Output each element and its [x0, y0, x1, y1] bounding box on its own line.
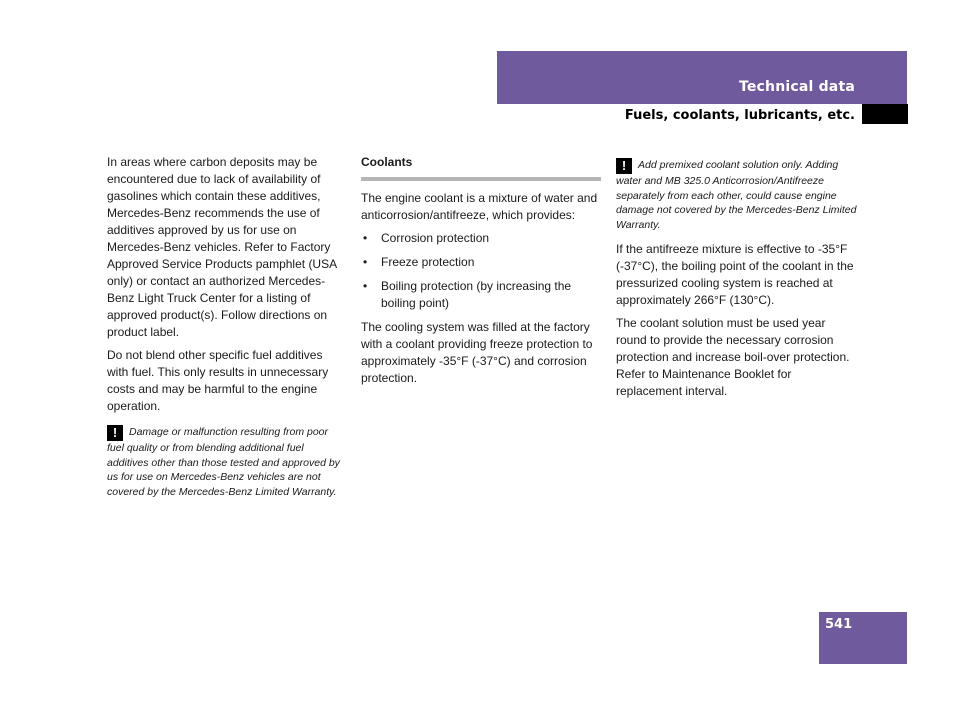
paragraph: The engine coolant is a mixture of water and anticorrosion/antifreeze, which provides: — [361, 191, 598, 222]
paragraph: If the antifreeze mixture is effective to -35°F (-37°C), the boiling point of the coolant in the pressurized cooling system is reached at approximately 266°F (130°C). — [616, 242, 854, 307]
warning-text: Damage or malfunction resulting from poor fuel quality or from blending additional fuel additives other than those tested and approved by us for use on Mercedes-Benz vehicles are not covered by the Mercedes-Benz Limited Warranty. — [107, 426, 340, 498]
warning-note — [107, 425, 347, 499]
subsection-title: Fuels, coolants, lubricants, etc. — [624, 108, 855, 123]
warning-icon: ! — [616, 158, 632, 174]
column-coolant-notes — [616, 154, 858, 406]
paragraph: The cooling system was filled at the factory with a coolant providing freeze protection to approximately -35°F (-37°C) and corrosion protection. — [361, 320, 593, 385]
page-number: 541 — [825, 617, 853, 632]
list-item: • Freeze protection — [361, 254, 601, 271]
column-fuel-additives — [107, 154, 347, 499]
coolants-heading: Coolants — [361, 154, 601, 181]
section-tab-marker — [862, 104, 908, 124]
list-item: • Boiling protection (by increasing the boiling point) — [361, 278, 601, 312]
paragraph: Do not blend other specific fuel additives with fuel. This only results in unnecessary costs and may be harmful to the engine operation. — [107, 348, 329, 413]
warning-icon: ! — [107, 425, 123, 441]
paragraph: In areas where carbon deposits may be encountered due to lack of availability of gasolines which contain these additives, Mercedes-Benz recommends the use of additives approved by us for use on Mercedes-Benz vehicles. Refer to Factory Approved Service Products pamphlet (USA only) or contact an authorized Mercedes-Benz Light Truck Center for a listing of approved product(s). Follow directions on product label. — [107, 155, 337, 339]
paragraph: The coolant solution must be used year round to provide the necessary corrosion protection and increase boil-over protection. Refer to Maintenance Booklet for replacement interval. — [616, 316, 850, 398]
page-number-box — [819, 612, 907, 664]
bullet-list — [361, 230, 601, 312]
list-item: • Corrosion protection — [361, 230, 601, 247]
warning-note — [616, 158, 858, 232]
column-coolants — [361, 154, 601, 393]
warning-text: Add premixed coolant solution only. Adding water and MB 325.0 Anticorrosion/Antifreeze separately from each other, could cause engine damage not covered by the Mercedes-Benz Limited Warranty. — [616, 159, 857, 231]
section-header-bar — [497, 51, 907, 104]
section-title: Technical data — [738, 79, 855, 95]
